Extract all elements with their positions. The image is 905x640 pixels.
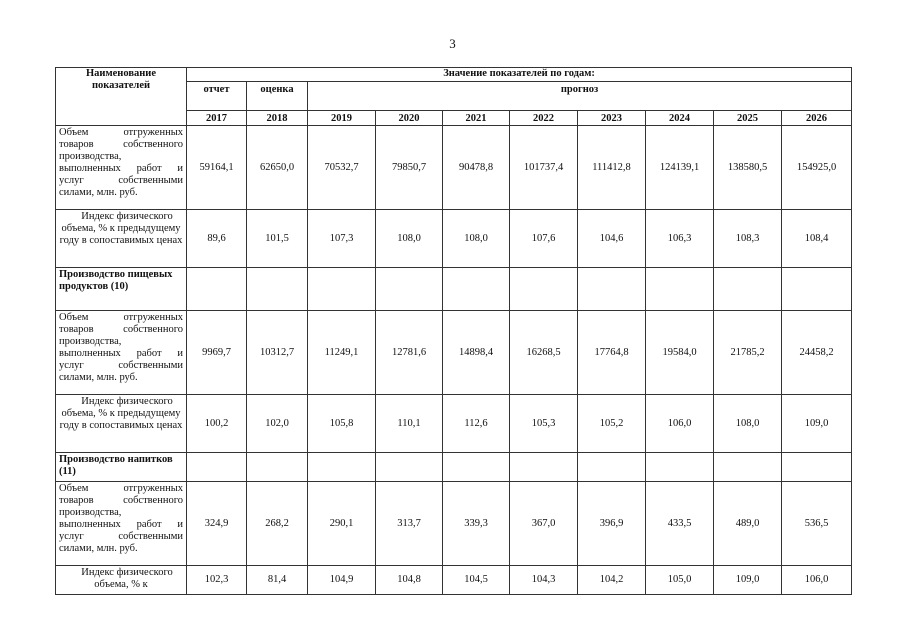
empty-cell bbox=[247, 453, 308, 482]
header-year: 2017 bbox=[187, 111, 247, 126]
value-cell: 11249,1 bbox=[308, 311, 376, 395]
value-cell: 19584,0 bbox=[646, 311, 714, 395]
value-cell: 104,3 bbox=[510, 566, 578, 595]
value-cell: 104,5 bbox=[443, 566, 510, 595]
value-cell: 105,2 bbox=[578, 395, 646, 453]
value-cell: 21785,2 bbox=[714, 311, 782, 395]
empty-cell bbox=[578, 453, 646, 482]
row-label: Объем отгруженных товаров собственного производства, выполненных работ и услуг собственными силами, млн. руб. bbox=[56, 126, 187, 210]
header-report: отчет bbox=[187, 82, 247, 111]
indicators-table bbox=[55, 67, 852, 595]
empty-cell bbox=[308, 268, 376, 311]
table-row bbox=[56, 482, 852, 566]
value-cell: 109,0 bbox=[782, 395, 852, 453]
empty-cell bbox=[782, 453, 852, 482]
table-row bbox=[56, 566, 852, 595]
table-row bbox=[56, 210, 852, 268]
header-year: 2018 bbox=[247, 111, 308, 126]
header-values-title: Значение показателей по годам: bbox=[187, 68, 852, 82]
value-cell: 24458,2 bbox=[782, 311, 852, 395]
value-cell: 108,0 bbox=[443, 210, 510, 268]
value-cell: 108,4 bbox=[782, 210, 852, 268]
value-cell: 108,0 bbox=[376, 210, 443, 268]
value-cell: 101,5 bbox=[247, 210, 308, 268]
empty-cell bbox=[443, 268, 510, 311]
row-label: Объем отгруженных товаров собственного производства, выполненных работ и услуг собственными силами, млн. руб. bbox=[56, 311, 187, 395]
header-year: 2026 bbox=[782, 111, 852, 126]
value-cell: 106,3 bbox=[646, 210, 714, 268]
value-cell: 339,3 bbox=[443, 482, 510, 566]
value-cell: 107,6 bbox=[510, 210, 578, 268]
value-cell: 105,3 bbox=[510, 395, 578, 453]
header-year: 2025 bbox=[714, 111, 782, 126]
value-cell: 124139,1 bbox=[646, 126, 714, 210]
header-year: 2019 bbox=[308, 111, 376, 126]
row-label: Индекс физического объема, % к bbox=[56, 566, 187, 595]
value-cell: 81,4 bbox=[247, 566, 308, 595]
value-cell: 108,3 bbox=[714, 210, 782, 268]
row-label: Индекс физического объема, % к предыдущему году в сопоставимых ценах bbox=[56, 395, 187, 453]
empty-cell bbox=[187, 268, 247, 311]
empty-cell bbox=[247, 268, 308, 311]
value-cell: 106,0 bbox=[782, 566, 852, 595]
value-cell: 268,2 bbox=[247, 482, 308, 566]
section-row bbox=[56, 453, 852, 482]
empty-cell bbox=[714, 453, 782, 482]
header-name-column: Наименование показателей bbox=[56, 68, 187, 126]
empty-cell bbox=[187, 453, 247, 482]
table-row bbox=[56, 311, 852, 395]
row-label: Объем отгруженных товаров собственного производства, выполненных работ и услуг собственными силами, млн. руб. bbox=[56, 482, 187, 566]
header-year: 2022 bbox=[510, 111, 578, 126]
value-cell: 290,1 bbox=[308, 482, 376, 566]
empty-cell bbox=[714, 268, 782, 311]
header-year: 2020 bbox=[376, 111, 443, 126]
table-row bbox=[56, 395, 852, 453]
value-cell: 108,0 bbox=[714, 395, 782, 453]
value-cell: 107,3 bbox=[308, 210, 376, 268]
value-cell: 12781,6 bbox=[376, 311, 443, 395]
value-cell: 105,0 bbox=[646, 566, 714, 595]
value-cell: 154925,0 bbox=[782, 126, 852, 210]
empty-cell bbox=[578, 268, 646, 311]
value-cell: 14898,4 bbox=[443, 311, 510, 395]
value-cell: 138580,5 bbox=[714, 126, 782, 210]
section-title: Производство напитков (11) bbox=[56, 453, 187, 482]
value-cell: 104,2 bbox=[578, 566, 646, 595]
value-cell: 17764,8 bbox=[578, 311, 646, 395]
header-year: 2024 bbox=[646, 111, 714, 126]
value-cell: 100,2 bbox=[187, 395, 247, 453]
empty-cell bbox=[510, 453, 578, 482]
page-number: 3 bbox=[449, 36, 456, 51]
value-cell: 367,0 bbox=[510, 482, 578, 566]
value-cell: 104,8 bbox=[376, 566, 443, 595]
value-cell: 109,0 bbox=[714, 566, 782, 595]
value-cell: 102,0 bbox=[247, 395, 308, 453]
value-cell: 313,7 bbox=[376, 482, 443, 566]
value-cell: 70532,7 bbox=[308, 126, 376, 210]
value-cell: 536,5 bbox=[782, 482, 852, 566]
value-cell: 112,6 bbox=[443, 395, 510, 453]
value-cell: 489,0 bbox=[714, 482, 782, 566]
value-cell: 102,3 bbox=[187, 566, 247, 595]
value-cell: 9969,7 bbox=[187, 311, 247, 395]
value-cell: 106,0 bbox=[646, 395, 714, 453]
header-year: 2023 bbox=[578, 111, 646, 126]
row-label: Индекс физического объема, % к предыдущему году в сопоставимых ценах bbox=[56, 210, 187, 268]
empty-cell bbox=[782, 268, 852, 311]
empty-cell bbox=[376, 453, 443, 482]
header-estimate: оценка bbox=[247, 82, 308, 111]
value-cell: 324,9 bbox=[187, 482, 247, 566]
value-cell: 111412,8 bbox=[578, 126, 646, 210]
value-cell: 433,5 bbox=[646, 482, 714, 566]
value-cell: 104,9 bbox=[308, 566, 376, 595]
empty-cell bbox=[646, 268, 714, 311]
header-forecast: прогноз bbox=[308, 82, 852, 111]
value-cell: 62650,0 bbox=[247, 126, 308, 210]
empty-cell bbox=[308, 453, 376, 482]
empty-cell bbox=[510, 268, 578, 311]
table-row bbox=[56, 126, 852, 210]
value-cell: 110,1 bbox=[376, 395, 443, 453]
empty-cell bbox=[443, 453, 510, 482]
value-cell: 16268,5 bbox=[510, 311, 578, 395]
value-cell: 396,9 bbox=[578, 482, 646, 566]
table-body bbox=[56, 126, 852, 595]
empty-cell bbox=[646, 453, 714, 482]
value-cell: 104,6 bbox=[578, 210, 646, 268]
value-cell: 105,8 bbox=[308, 395, 376, 453]
value-cell: 10312,7 bbox=[247, 311, 308, 395]
section-title: Производство пищевых продуктов (10) bbox=[56, 268, 187, 311]
value-cell: 89,6 bbox=[187, 210, 247, 268]
section-row bbox=[56, 268, 852, 311]
value-cell: 90478,8 bbox=[443, 126, 510, 210]
value-cell: 79850,7 bbox=[376, 126, 443, 210]
value-cell: 59164,1 bbox=[187, 126, 247, 210]
value-cell: 101737,4 bbox=[510, 126, 578, 210]
empty-cell bbox=[376, 268, 443, 311]
header-year: 2021 bbox=[443, 111, 510, 126]
